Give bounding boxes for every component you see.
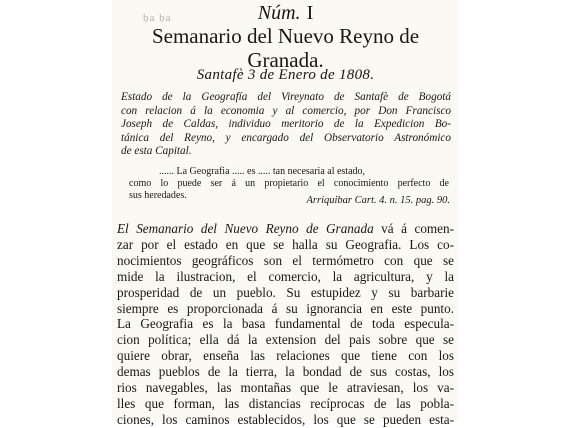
body-line: prosperidad de un pueblo. Su estupidez y su barbarie bbox=[117, 284, 454, 300]
abstract-line: tánica del Reyno, y encargado del Observatorio Astronómico bbox=[121, 131, 451, 144]
abstract-line: con relacion á la economia y al comercio, por Don Francisco bbox=[121, 104, 451, 117]
body-line: ciones, los caminos establecidos, los que se pueden esta- bbox=[117, 411, 454, 427]
epigraph-citation: Arriquibar Cart. 4. n. 15. pag. 90. bbox=[306, 195, 450, 206]
body-line: mide la ilustracion, el comercio, la agricultura, y la bbox=[117, 268, 454, 284]
body-line: demas pueblos de la tierra, la bondad de sus costas, los bbox=[117, 364, 454, 380]
body-line: zar por el estado en que se halla su Geografia. Los co- bbox=[117, 236, 454, 252]
masthead-title-line-1: Semanario del Nuevo Reyno de bbox=[151, 24, 420, 48]
article-body bbox=[117, 221, 454, 428]
body-line: rios navegables, las montañas que le atraviesan, los va- bbox=[117, 380, 454, 396]
body-line: La Geografia es la basa fundamental de toda especula- bbox=[117, 316, 454, 332]
body-line-rest: vá á comen- bbox=[381, 221, 455, 236]
body-line: cion política; ella dá la extension del pais sobre que se bbox=[117, 332, 454, 348]
abstract-line: Joseph de Caldas, individuo meritorio de la Expedicion Bo- bbox=[121, 118, 451, 131]
abstract-line: de esta Capital. bbox=[121, 145, 192, 158]
article-abstract bbox=[121, 91, 451, 159]
body-line: nocimientos geográficos son el termómetro con que se bbox=[117, 252, 454, 268]
edge-mark: ḅa ḅa bbox=[143, 12, 172, 24]
body-line bbox=[117, 221, 454, 237]
body-line: lles que forman, las distancias recíprocas de las pobla- bbox=[117, 395, 454, 411]
abstract-line: Estado de la Geografía del Vireynato de Santafè de Bogotá bbox=[121, 91, 451, 103]
body-line: quiere obrar, enseña las relaciones que tiene con los bbox=[117, 348, 454, 364]
epigraph-line: como lo puede ser á un propietario el conocimiento perfecto de bbox=[129, 177, 449, 189]
issue-number-label: Núm. bbox=[257, 2, 301, 24]
epigraph-line: sus heredades. bbox=[129, 189, 187, 201]
newspaper-page bbox=[113, 0, 458, 427]
masthead-title-line-2: Granada. bbox=[247, 48, 324, 72]
body-line: siempre es proporcionada á su ignorancia en este punto. bbox=[117, 300, 454, 316]
dateline: Santafè 3 de Enero de 1808. bbox=[196, 67, 375, 83]
issue-number-value: I bbox=[306, 2, 314, 24]
publication-name: El Semanario del Nuevo Reyno de Granada bbox=[117, 221, 374, 236]
issue-number bbox=[113, 2, 458, 25]
masthead-title bbox=[113, 24, 458, 72]
epigraph-line: ...... La Geografia ..... es ..... tan necesaria al estado, bbox=[159, 166, 366, 177]
